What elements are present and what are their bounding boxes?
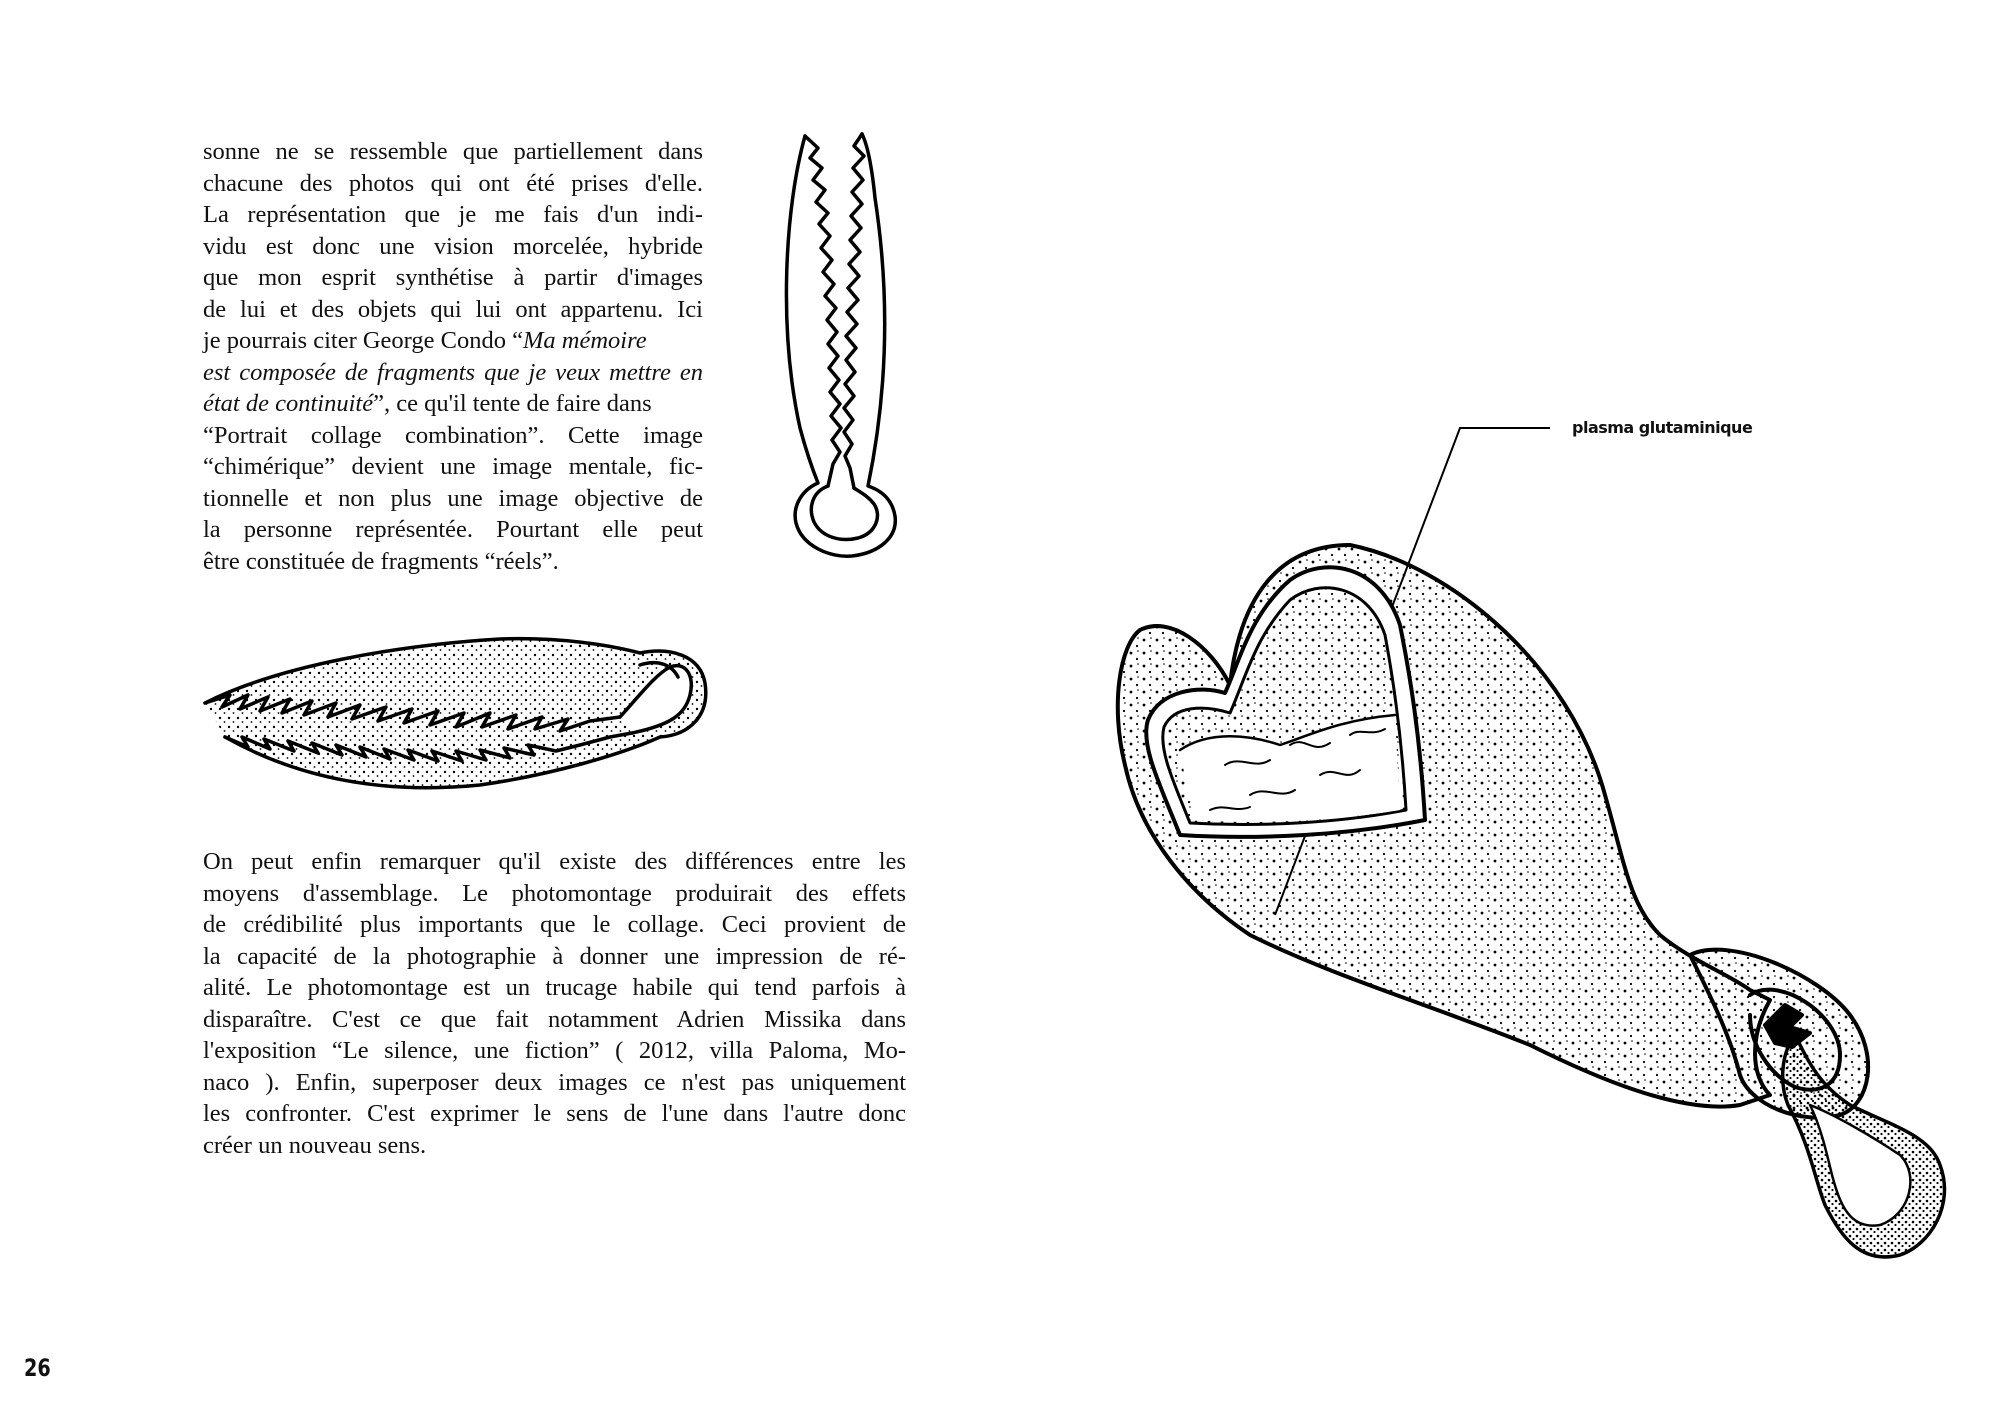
text-line: l'exposition “Le silence, une fiction” ( 2012, villa Paloma, Mo- [203,1037,906,1064]
text-line: alité. Le photomontage est un trucage habile qui tend parfois à [203,974,906,1001]
horizontal-claw-drawing [200,625,715,800]
text-line [203,325,703,357]
text-line: On peut enfin remarquer qu'il existe des différences entre les [203,848,906,875]
text-line: sonne ne se ressemble que partiellement dans [203,138,703,165]
text-line: “chimérique” devient une image mentale, fic- [203,453,703,480]
paragraph-1 [203,136,703,577]
paragraph-2 [203,846,906,1161]
quote-italic: état de continuité [203,390,374,417]
text-line [203,357,703,389]
quote-italic: Ma mémoire [522,327,647,354]
callout-label: plasma glutaminique [1572,418,1753,437]
text-line: vidu est donc une vision morcelée, hybride [203,232,703,260]
text-line [203,388,703,420]
text-run: ”, ce qu'il tente de faire dans [373,390,652,417]
flask-illustration [1050,415,2000,1395]
text-line: de crédibilité plus importants que le collage. Ceci provient de [203,911,906,938]
text-line: tionnelle et non plus une image objective de [203,484,703,512]
text-line: moyens d'assemblage. Le photomontage produirait des effets [203,879,906,907]
text-run: je pourrais citer George Condo “ [203,327,523,354]
text-line: naco ). Enfin, superposer deux images ce n'est pas uniquement [203,1068,906,1096]
text-line: disparaître. C'est ce que fait notamment Adrien Missika dans [203,1005,906,1033]
page-number: 26 [24,1354,51,1382]
text-line: que mon esprit synthétise à partir d'images [203,264,703,291]
text-line: être constituée de fragments “réels”. [203,547,559,575]
vertical-claw-drawing [780,128,920,573]
quote-italic: est composée de fragments que je veux mettre en [203,358,703,386]
text-line: la capacité de la photographie à donner une impression de ré- [203,942,906,970]
text-line: chacune des photos qui ont été prises d'elle. [203,169,703,197]
text-line: créer un nouveau sens. [203,1131,427,1159]
text-line: La représentation que je me fais d'un indi- [203,201,703,228]
text-line: les confronter. C'est exprimer le sens de l'une dans l'autre donc [203,1100,906,1127]
text-line: “Portrait collage combination”. Cette image [203,421,703,449]
text-line: de lui et des objets qui lui ont appartenu. Ici [203,295,703,323]
text-line: la personne représentée. Pourtant elle peut [203,516,703,543]
